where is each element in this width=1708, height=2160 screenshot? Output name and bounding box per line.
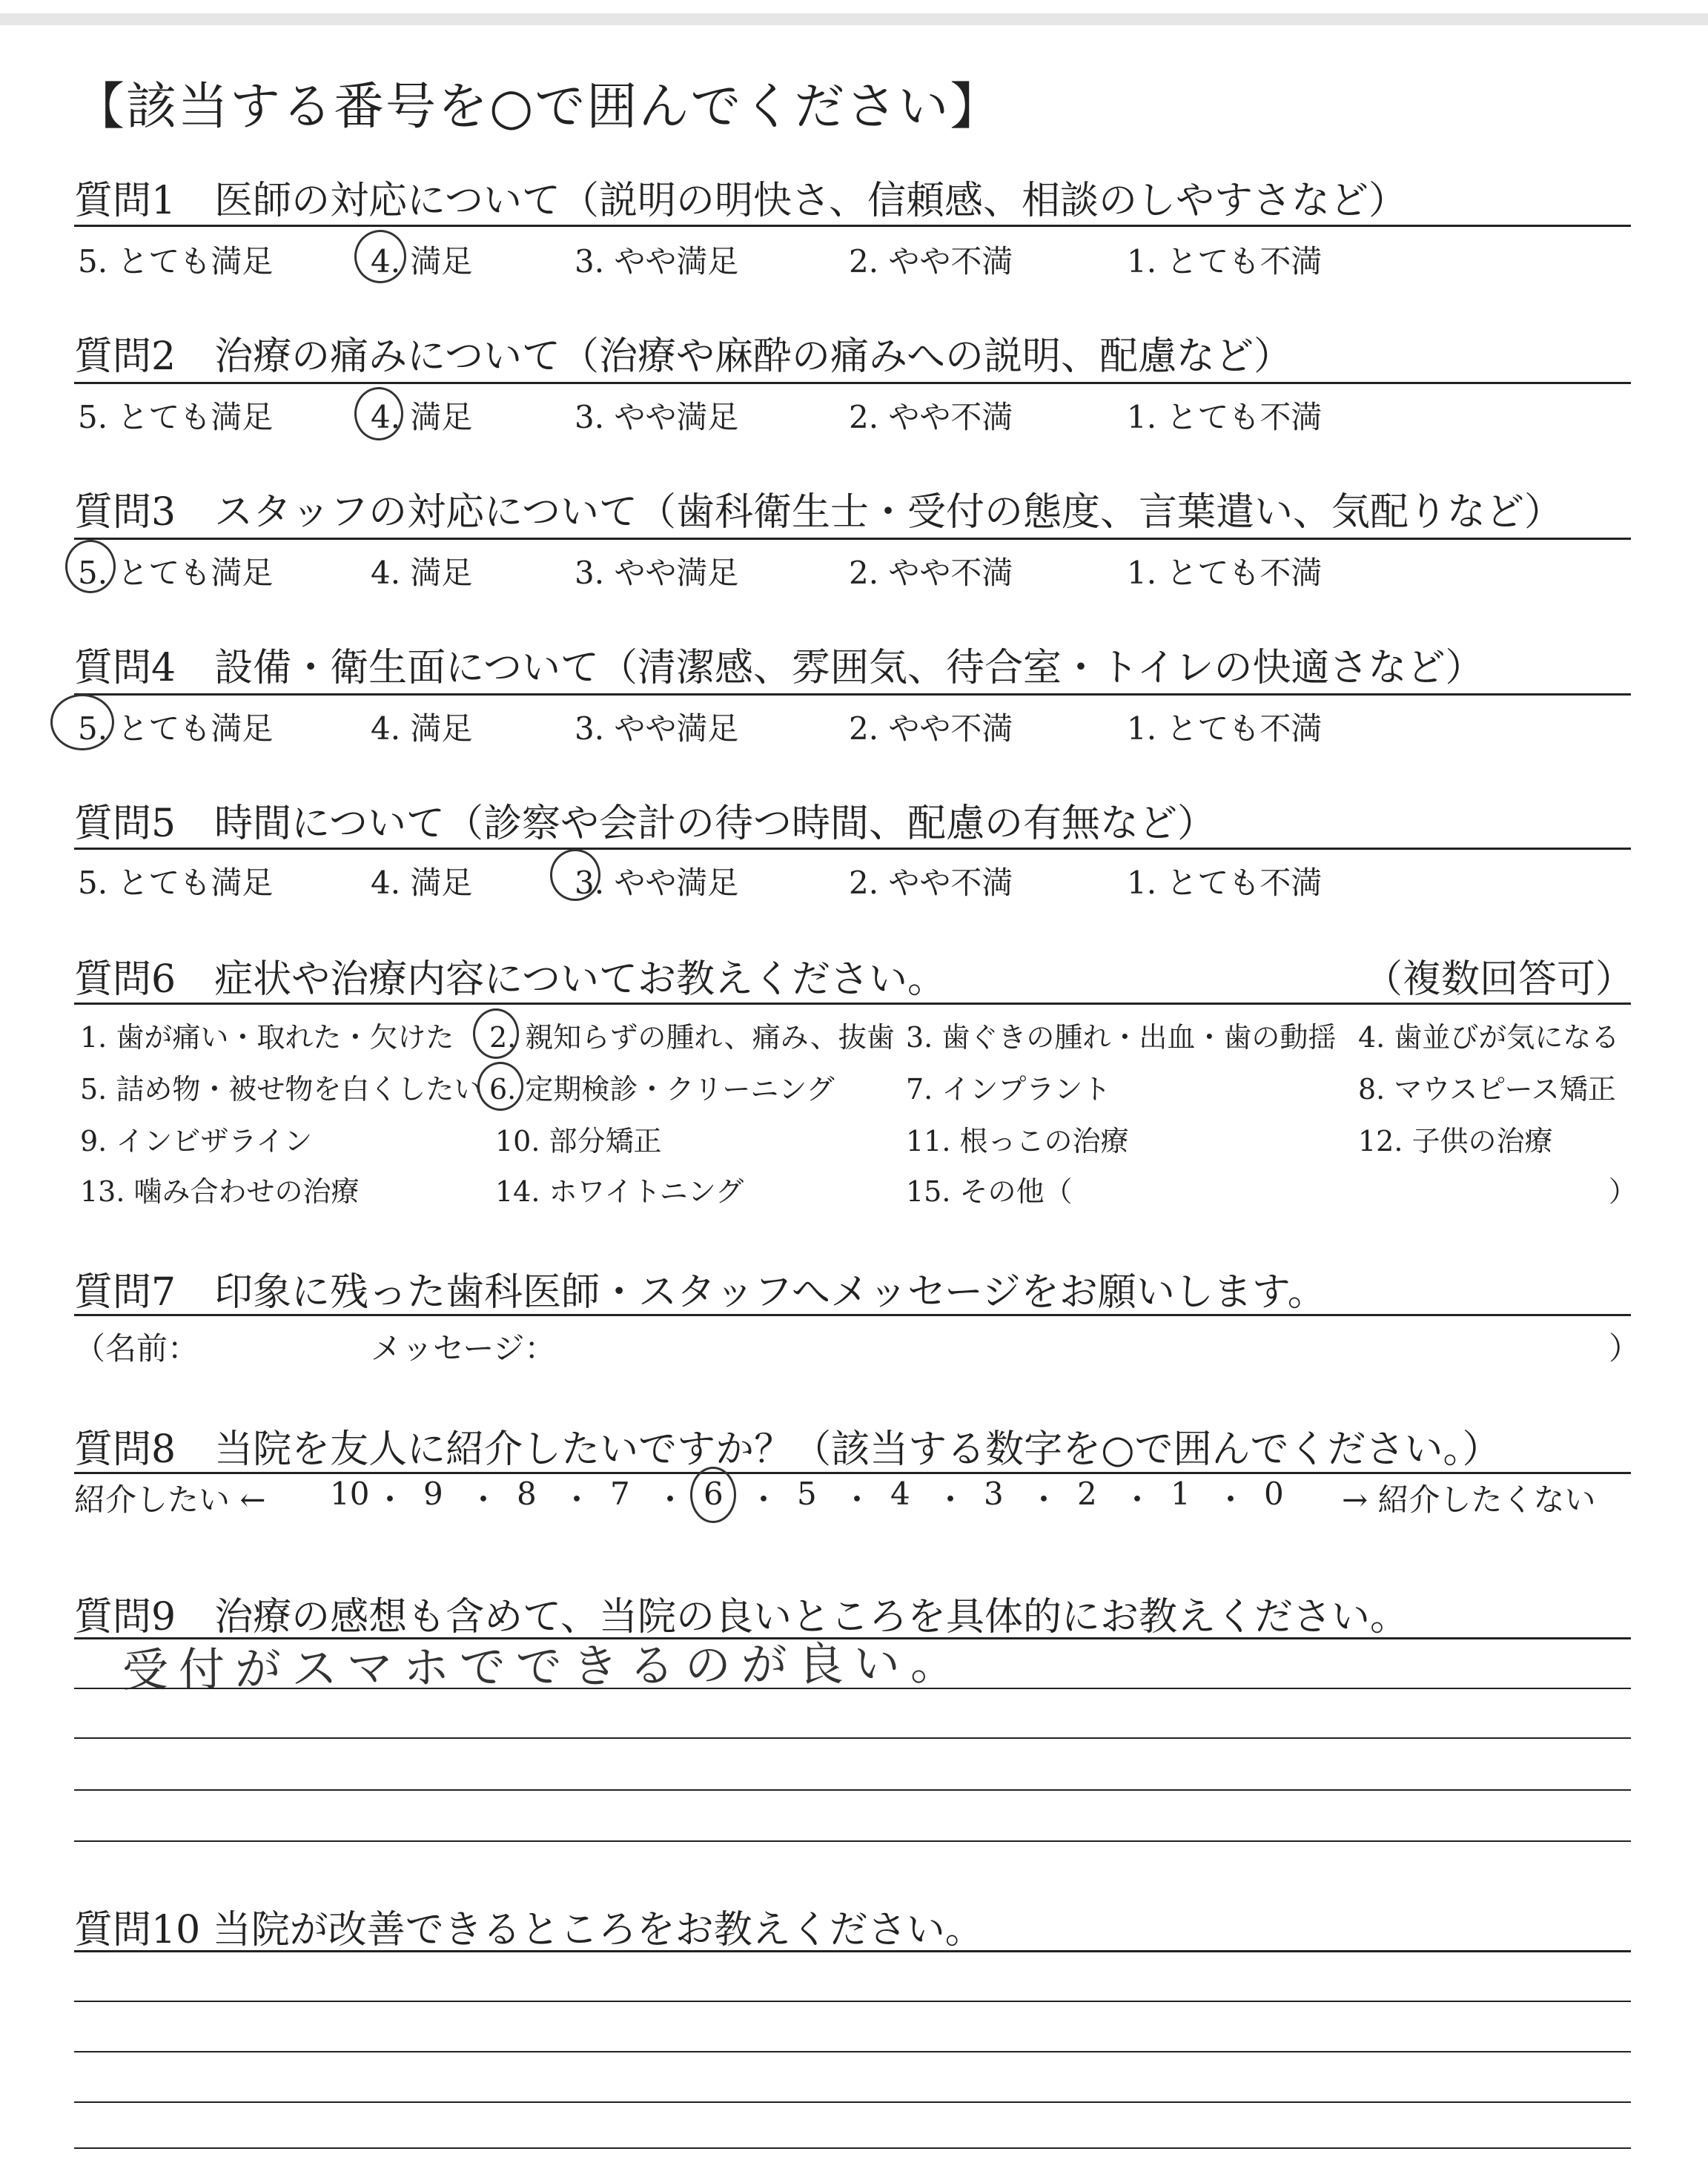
q3-option-5[interactable]: 5. とても満足	[78, 555, 274, 591]
scale-separator: ・	[1028, 1482, 1060, 1518]
divider	[74, 693, 1631, 696]
q5-option-3[interactable]: 3. やや満足	[575, 865, 739, 901]
scale-option-3[interactable]: 3	[984, 1476, 1004, 1512]
answer-line	[74, 2051, 1631, 2052]
scale-separator: ・	[1122, 1482, 1153, 1518]
q2-option-2[interactable]: 2. やや不満	[849, 399, 1013, 435]
question-9: 質問9 治療の感想も含めて、当院の良いところを具体的にお教えください。	[74, 1595, 1409, 1639]
answer-line	[74, 2101, 1631, 2103]
q1-option-1[interactable]: 1. とても不満	[1127, 243, 1323, 280]
handwritten-answer: 受付がスマホでできるのが良い。	[122, 1636, 967, 1697]
q4-option-2[interactable]: 2. やや不満	[849, 710, 1013, 747]
scale-separator: ・	[655, 1482, 686, 1518]
q6-option-2[interactable]: 2. 親知らずの腫れ、痛み、抜歯	[489, 1021, 895, 1054]
q4-option-3[interactable]: 3. やや満足	[575, 710, 739, 747]
q6-option-4[interactable]: 4. 歯並びが気になる	[1358, 1021, 1620, 1054]
q4-option-4[interactable]: 4. 満足	[371, 710, 473, 747]
q3-option-2[interactable]: 2. やや不満	[849, 555, 1013, 591]
q5-option-4[interactable]: 4. 満足	[371, 865, 473, 901]
divider	[74, 382, 1631, 384]
q6-option-12[interactable]: 12. 子供の治療	[1358, 1125, 1553, 1157]
scale-option-9[interactable]: 9	[423, 1476, 443, 1512]
scale-option-7[interactable]: 7	[610, 1476, 630, 1512]
recommend-left-label: 紹介したい ←	[74, 1482, 266, 1518]
q1-option-5[interactable]: 5. とても満足	[78, 243, 274, 280]
scale-option-6[interactable]: 6	[704, 1476, 724, 1512]
answer-line	[74, 1688, 1631, 1689]
q6-option-8[interactable]: 8. マウスピース矯正	[1358, 1073, 1616, 1106]
scale-option-5[interactable]: 5	[797, 1476, 817, 1512]
message-close-paren: ）	[1609, 1330, 1641, 1367]
q6-option-5[interactable]: 5. 詰め物・被せ物を白くしたい	[80, 1073, 483, 1106]
question-7: 質問7 印象に残った歯科医師・スタッフへメッセージをお願いします。	[74, 1270, 1326, 1315]
scale-separator: ・	[561, 1482, 593, 1518]
q6-option-7[interactable]: 7. インプラント	[906, 1073, 1111, 1106]
question-3: 質問3 スタッフの対応について（歯科衛生士・受付の態度、言葉遣い、気配りなど）	[74, 490, 1563, 535]
q4-option-5[interactable]: 5. とても満足	[78, 710, 274, 747]
question-10: 質問10 当院が改善できるところをお教えください。	[74, 1908, 984, 1952]
scale-separator: ・	[748, 1482, 780, 1518]
q6-option-11[interactable]: 11. 根っこの治療	[906, 1125, 1129, 1157]
scale-separator: ・	[374, 1482, 406, 1518]
scale-separator: ・	[935, 1482, 967, 1518]
selection-circle	[354, 387, 403, 440]
scale-option-2[interactable]: 2	[1077, 1476, 1097, 1512]
page-title: 【該当する番号を○で囲んでください】	[74, 78, 1002, 136]
scale-option-4[interactable]: 4	[890, 1476, 910, 1512]
divider	[74, 225, 1631, 227]
question-6: 質問6 症状や治療内容についてお教えください。	[74, 957, 947, 1002]
q5-option-2[interactable]: 2. やや不満	[849, 865, 1013, 901]
question-8: 質問8 当院を友人に紹介したいですか？（該当する数字を○で囲んでください。）	[74, 1427, 1501, 1472]
selection-circle	[690, 1467, 736, 1523]
q5-option-5[interactable]: 5. とても満足	[78, 865, 274, 901]
q5-option-1[interactable]: 1. とても不満	[1127, 865, 1323, 901]
q6-option-13[interactable]: 13. 噛み合わせの治療	[80, 1175, 360, 1208]
question-4: 質問4 設備・衛生面について（清潔感、雰囲気、待合室・トイレの快適さなど）	[74, 646, 1484, 690]
multiple-answers-note: （複数回答可）	[1364, 957, 1635, 1002]
question-1: 質問1 医師の対応について（説明の明快さ、信頼感、相談のしやすさなど）	[74, 179, 1407, 223]
divider	[74, 1314, 1631, 1316]
q6-option-9[interactable]: 9. インビザライン	[80, 1125, 313, 1157]
q2-option-1[interactable]: 1. とても不満	[1127, 399, 1323, 435]
recommend-right-label: → 紹介したくない	[1342, 1482, 1596, 1518]
scan-top-edge	[0, 13, 1708, 25]
q6-option-3[interactable]: 3. 歯ぐきの腫れ・出血・歯の動揺	[906, 1021, 1337, 1054]
question-5: 質問5 時間について（診察や会計の待つ時間、配慮の有無など）	[74, 802, 1217, 846]
selection-circle	[354, 230, 406, 283]
other-close-paren: ）	[1609, 1175, 1638, 1208]
divider	[74, 848, 1631, 850]
question-2: 質問2 治療の痛みについて（治療や麻酔の痛みへの説明、配慮など）	[74, 334, 1293, 379]
answer-line	[74, 1789, 1631, 1791]
selection-circle	[477, 1062, 523, 1111]
divider	[74, 1950, 1631, 1952]
answer-line	[74, 2147, 1631, 2149]
scale-separator: ・	[468, 1482, 500, 1518]
q3-option-1[interactable]: 1. とても不満	[1127, 555, 1323, 591]
selection-circle	[50, 694, 114, 750]
scale-option-10[interactable]: 10	[330, 1476, 370, 1512]
scale-separator: ・	[1215, 1482, 1247, 1518]
divider	[74, 538, 1631, 540]
q1-option-4[interactable]: 4. 満足	[371, 243, 473, 280]
selection-circle	[550, 849, 600, 901]
scale-option-0[interactable]: 0	[1264, 1476, 1284, 1512]
q6-option-10[interactable]: 10. 部分矯正	[495, 1125, 662, 1157]
scale-option-1[interactable]: 1	[1171, 1476, 1191, 1512]
scale-option-8[interactable]: 8	[517, 1476, 537, 1512]
divider	[74, 1472, 1631, 1474]
selection-circle	[473, 1008, 519, 1059]
q1-option-3[interactable]: 3. やや満足	[575, 243, 739, 280]
q6-option-1[interactable]: 1. 歯が痛い・取れた・欠けた	[80, 1021, 454, 1054]
answer-line	[74, 1737, 1631, 1739]
q2-option-3[interactable]: 3. やや満足	[575, 399, 739, 435]
q2-option-5[interactable]: 5. とても満足	[78, 399, 274, 435]
name-label: （名前：	[74, 1330, 199, 1367]
q6-option-15[interactable]: 15. その他（	[906, 1175, 1073, 1208]
q3-option-4[interactable]: 4. 満足	[371, 555, 473, 591]
q1-option-2[interactable]: 2. やや不満	[849, 243, 1013, 280]
answer-line	[74, 1840, 1631, 1842]
q4-option-1[interactable]: 1. とても不満	[1127, 710, 1323, 747]
q6-option-6[interactable]: 6. 定期検診・クリーニング	[489, 1073, 835, 1106]
message-label: メッセージ：	[371, 1330, 556, 1367]
scale-separator: ・	[841, 1482, 873, 1518]
selection-circle	[65, 540, 116, 593]
answer-line	[74, 2001, 1631, 2002]
q2-option-4[interactable]: 4. 満足	[371, 399, 473, 435]
divider	[74, 1003, 1631, 1005]
q6-option-14[interactable]: 14. ホワイトニング	[495, 1175, 744, 1208]
q3-option-3[interactable]: 3. やや満足	[575, 555, 739, 591]
